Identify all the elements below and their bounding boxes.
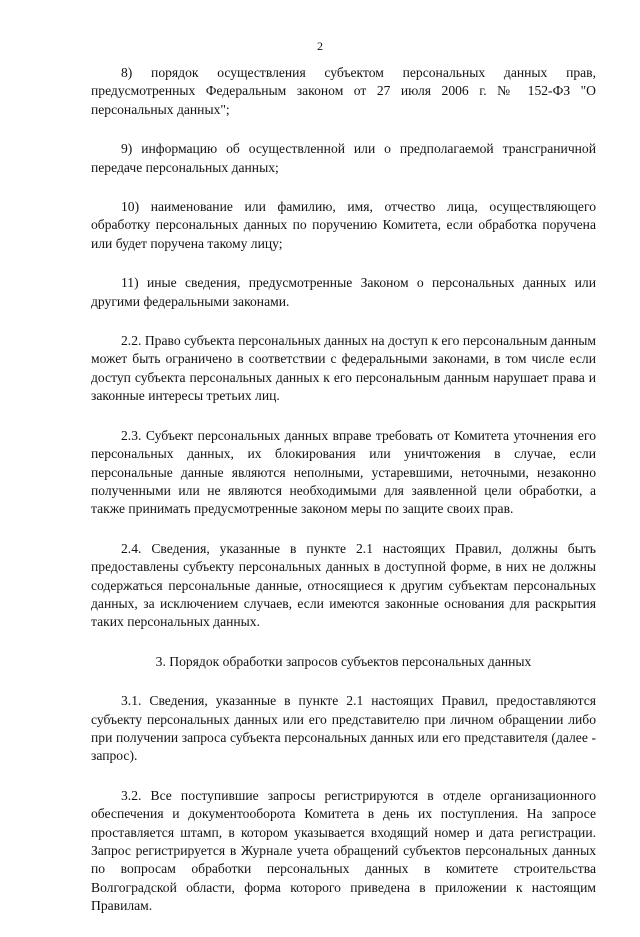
clause-2-2: 2.2. Право субъекта персональных данных на доступ к его персональным данным может быть ограничено в соответствии с федеральными законами, в том числе если доступ субъекта персональных данных к его персональным данным нарушает права и законные интересы третьих лиц. [91, 333, 596, 404]
section-3-heading: 3. Порядок обработки запросов субъектов персональных данных [155, 653, 532, 669]
page-number: 2 [317, 39, 323, 53]
list-item-11: 11) иные сведения, предусмотренные Законом о персональных данных или другими федеральными законами. [91, 275, 596, 309]
list-item-10: 10) наименование или фамилию, имя, отчество лица, осуществляющего обработку персональных данных по поручению Комитета, если обработка поручена или будет поручена такому лицу; [91, 199, 596, 251]
clause-2-4: 2.4. Сведения, указанные в пункте 2.1 настоящих Правил, должны быть предоставлены субъекту персональных данных в доступной форме, в них не должны содержаться персональные данные, относящиеся к другим субъектам персональных данных, за исключением случаев, если имеются законные основания для раскрытия таких персональных данных. [91, 540, 596, 630]
list-item-9: 9) информацию об осуществленной или о предполагаемой трансграничной передаче персональных данных; [91, 141, 596, 175]
list-item-8: 8) порядок осуществления субъектом персональных данных прав, предусмотренных Федеральным законом от 27 июля 2006 г. № 152-ФЗ "О персональных данных"; [91, 65, 596, 117]
clause-2-3: 2.3. Субъект персональных данных вправе требовать от Комитета уточнения его персональных данных, их блокирования или уничтожения в случае, если персональные данные являются неполными, устаревшими, неточными, незаконно полученными или не являются необходимыми для заявленной цели обработки, а также принимать предусмотренные законом меры по защите своих прав. [91, 427, 596, 517]
clause-3-1: 3.1. Сведения, указанные в пункте 2.1 настоящих Правил, предоставляются субъекту персональных данных или его представителю при личном обращении либо при получении запроса субъекта персональных данных или его представителя (далее - запрос). [91, 693, 596, 764]
clause-3-2: 3.2. Все поступившие запросы регистрируются в отделе организационного обеспечения и документооборота Комитета в день их поступления. На запросе проставляется штамп, в котором указывается входящий номер и дата регистрации. Запрос регистрируется в Журнале учета обращений субъектов персональных данных по вопросам обработки персональных данных в комитете строительства Волгоградской области, форма которого приведена в приложении к настоящим Правилам. [91, 787, 596, 914]
document-body [91, 64, 596, 937]
